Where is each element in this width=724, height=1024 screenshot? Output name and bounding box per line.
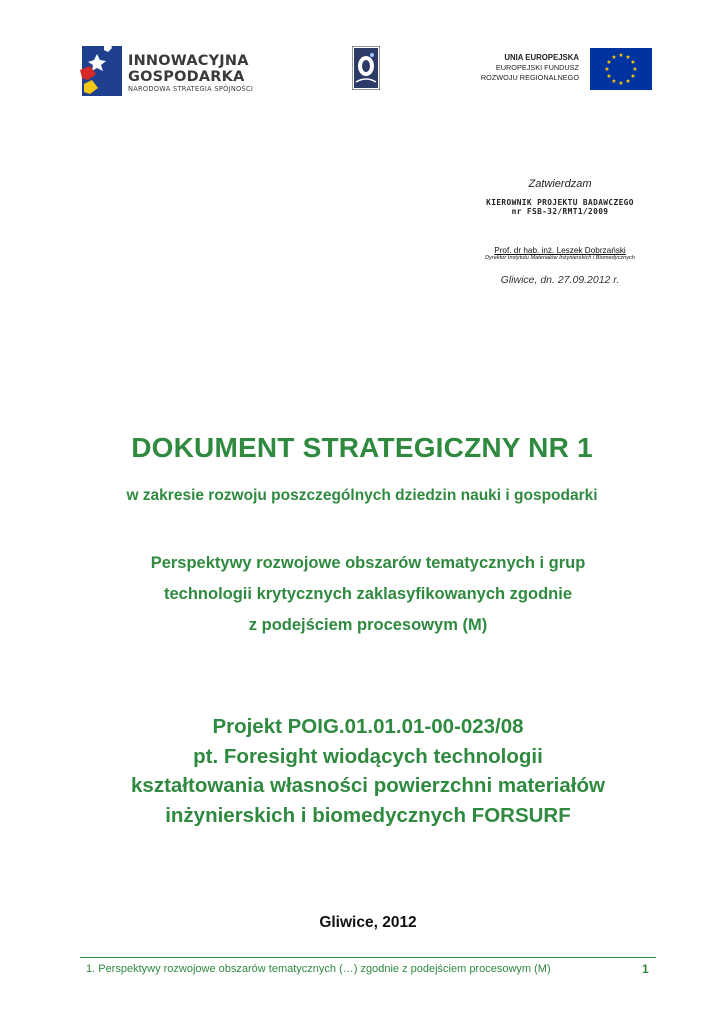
project-line: pt. Foresight wiodących technologii — [193, 744, 543, 768]
perspective-line: z podejściem procesowym (M) — [248, 616, 488, 634]
stamp-line1: KIEROWNIK PROJEKTU BADAWCZEGO — [486, 198, 634, 207]
eu-line3: ROZWOJU REGIONALNEGO — [480, 73, 579, 82]
svg-text:★: ★ — [606, 59, 612, 66]
svg-text:★: ★ — [625, 54, 631, 61]
signer-name: Prof. dr hab. inż. Leszek Dobrzański — [494, 246, 626, 255]
institute-emblem-icon — [352, 46, 380, 90]
perspective-line: Perspektywy rozwojowe obszarów tematycznych i grup — [150, 554, 586, 572]
footer-text: 1. Perspektywy rozwojowe obszarów tematycznych (…) zgodnie z podejściem procesowym (M) — [86, 963, 551, 975]
project-line: kształtowania własności powierzchni materiałów — [131, 774, 605, 797]
svg-text:★: ★ — [611, 78, 617, 85]
project-heading — [0, 712, 724, 830]
svg-text:★: ★ — [625, 78, 631, 85]
eu-line2: EUROPEJSKI FUNDUSZ — [495, 63, 579, 72]
project-line: inżynierskich i biomedycznych FORSURF — [165, 803, 571, 827]
svg-text:★: ★ — [606, 73, 612, 80]
ig-line1: INNOWACYJNA — [128, 53, 249, 69]
eu-line1: UNIA EUROPEJSKA — [504, 53, 579, 62]
perspective-heading — [0, 548, 724, 641]
place-year: Gliwice, 2012 — [319, 914, 417, 931]
approval-place-date: Gliwice, dn. 27.09.2012 r. — [500, 274, 620, 286]
stamp-line2: nr FSB-32/RMT1/2009 — [511, 207, 609, 216]
footer-divider — [80, 957, 656, 958]
document-title: DOKUMENT STRATEGICZNY NR 1 — [131, 432, 593, 463]
svg-text:★: ★ — [630, 59, 636, 66]
ig-line3: NARODOWA STRATEGIA SPÓJNOŚCI — [128, 85, 254, 93]
eu-text-block — [481, 53, 579, 83]
perspective-line: technologii krytycznych zaklasyfikowanych zgodnie — [163, 585, 573, 603]
svg-text:★: ★ — [630, 73, 636, 80]
svg-text:★: ★ — [632, 66, 638, 73]
approval-block — [440, 178, 680, 286]
eu-flag-icon — [590, 48, 652, 90]
logo-star-icon — [78, 40, 126, 98]
page-number: 1 — [642, 962, 649, 976]
svg-text:★: ★ — [618, 52, 624, 59]
document-subtitle: w zakresie rozwoju poszczególnych dziedzin nauki i gospodarki — [126, 487, 598, 504]
ig-line2: GOSPODARKA — [128, 69, 245, 85]
approval-label: Zatwierdzam — [528, 178, 592, 190]
signer-role: Dyrektor Instytutu Materiałów Inżynierskich i Biomedycznych — [485, 255, 635, 261]
svg-text:★: ★ — [604, 66, 610, 73]
project-line: Projekt POIG.01.01.01-00-023/08 — [212, 715, 524, 738]
svg-text:★: ★ — [618, 80, 624, 87]
innowacyjna-gospodarka-logo — [78, 40, 278, 100]
ig-logo-text — [128, 53, 253, 94]
svg-text:★: ★ — [611, 54, 617, 61]
